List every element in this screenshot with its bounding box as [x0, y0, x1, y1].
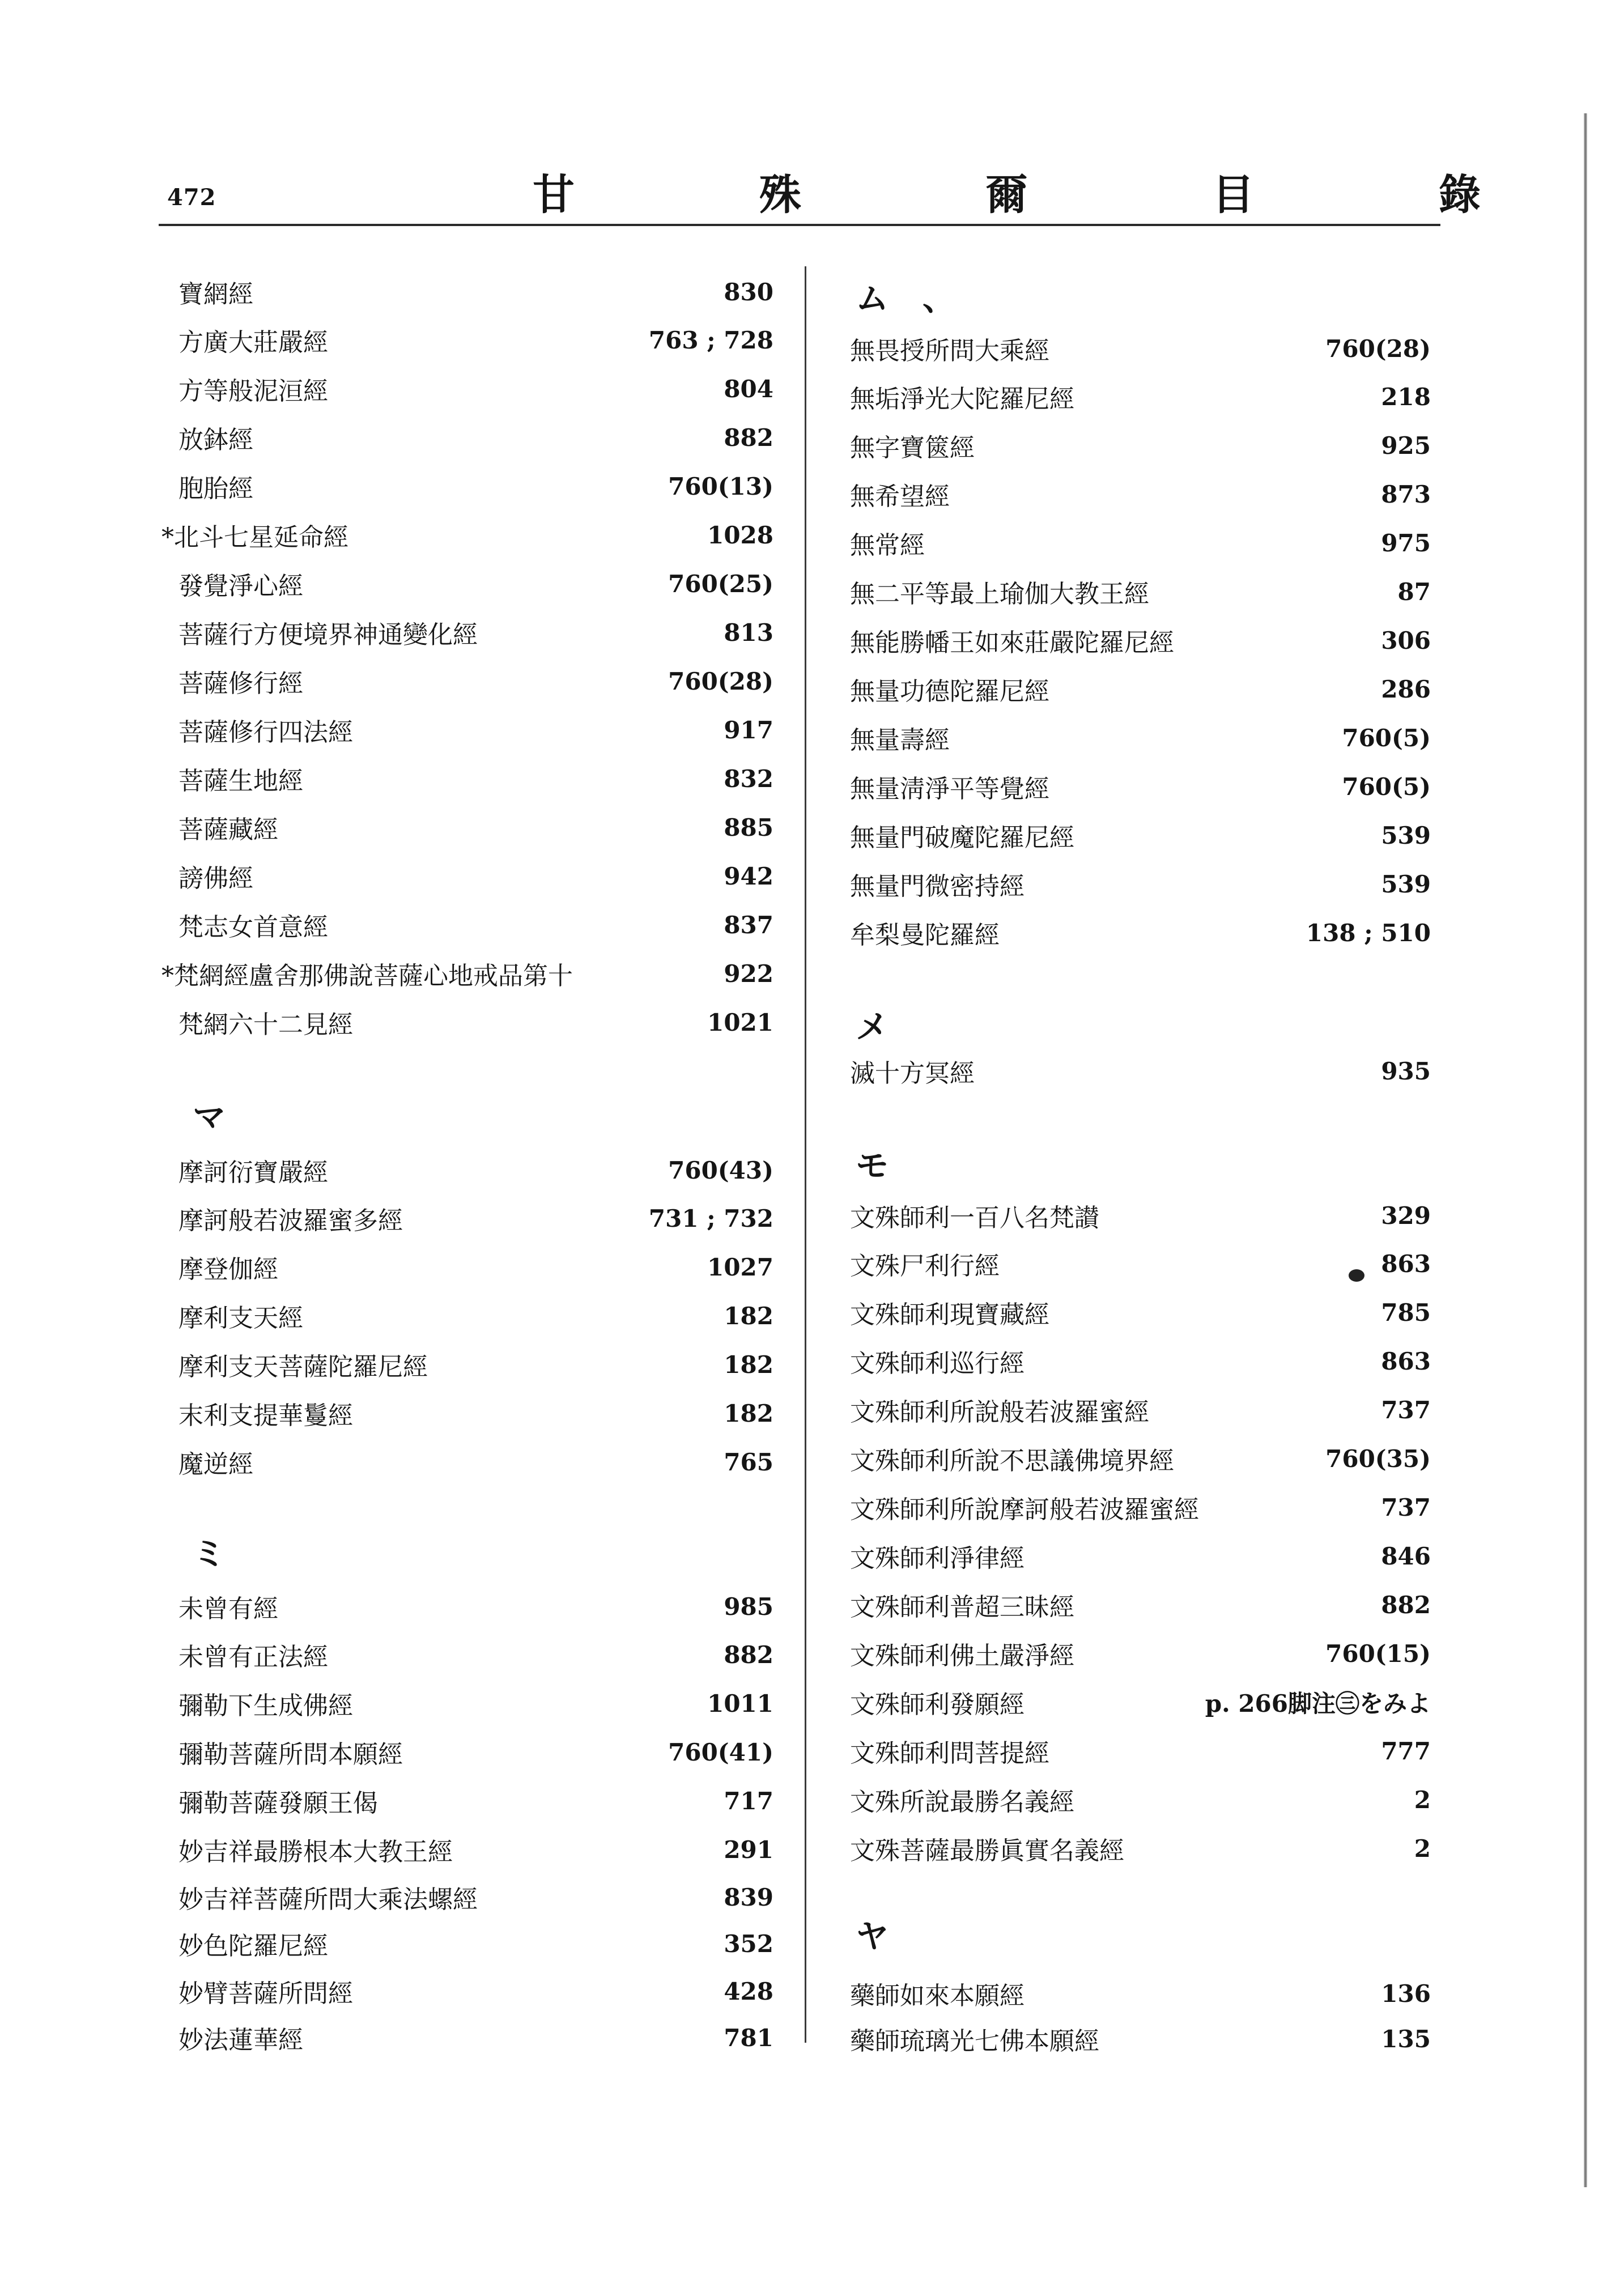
index-entry: 未曾有正法經 882 [178, 1640, 773, 1672]
index-entry: 梵志女首意經 837 [178, 911, 773, 942]
index-entry: 菩薩生地經 832 [178, 764, 773, 796]
index-entry: 彌勒菩薩發願王偈 717 [178, 1787, 773, 1818]
index-entry: 末利支提華鬘經 182 [178, 1399, 773, 1430]
index-entry: 文殊師利淨律經 846 [850, 1542, 1431, 1573]
index-entry: 文殊師利所說不思議佛境界經 760(35) [850, 1444, 1431, 1476]
index-entry: 無能勝幡王如來莊嚴陀羅尼經 306 [850, 626, 1431, 657]
index-entry: 未曾有經 985 [178, 1592, 773, 1623]
index-entry: 文殊師利所說般若波羅蜜經 737 [850, 1396, 1431, 1427]
index-entry: 滅十方冥經 935 [850, 1057, 1431, 1088]
index-entry: 發覺淨心經 760(25) [178, 569, 773, 601]
index-entry: 無二平等最上瑜伽大教王經 87 [850, 577, 1431, 609]
index-entry: 文殊師利巡行經 863 [850, 1347, 1431, 1378]
index-entry: 菩薩修行四法經 917 [178, 716, 773, 747]
index-entry: 文殊尸利行經 863 [850, 1249, 1431, 1281]
index-entry: 妙吉祥最勝根本大教王經 291 [178, 1835, 773, 1866]
section-heading-mu: ム 、 [856, 279, 956, 318]
index-entry: 無量功德陀羅尼經 286 [850, 675, 1431, 706]
index-entry: 謗佛經 942 [178, 862, 773, 893]
index-entry: 文殊師利所說摩訶般若波羅蜜經 737 [850, 1493, 1431, 1524]
index-entry: 無希望經 873 [850, 480, 1431, 511]
index-entry: 文殊菩薩最勝眞實名義經 2 [850, 1834, 1431, 1865]
section-mark: 、 [922, 279, 956, 318]
index-entry: 梵網六十二見經 1021 [178, 1008, 773, 1039]
index-entry: 摩利支天菩薩陀羅尼經 182 [178, 1350, 773, 1381]
index-entry: 文殊師利問菩提經 777 [850, 1737, 1431, 1768]
index-entry: 無畏授所問大乘經 760(28) [850, 334, 1431, 365]
index-entry: 妙吉祥菩薩所問大乘法螺經 839 [178, 1883, 773, 1914]
index-entry: 胞胎經 760(13) [178, 472, 773, 503]
section-heading-mi: ミ [193, 1534, 226, 1573]
index-entry: 魔逆經 765 [178, 1448, 773, 1479]
index-entry: 文殊師利現寶藏經 785 [850, 1298, 1431, 1329]
index-entry: 文殊師利普超三昧經 882 [850, 1591, 1431, 1622]
index-entry: 摩訶般若波羅蜜多經 731 ; 732 [178, 1204, 773, 1235]
page-number: 472 [167, 184, 216, 211]
index-entry: 妙臂菩薩所問經 428 [178, 1977, 773, 2008]
index-entry: 方廣大莊嚴經 763 ; 728 [178, 326, 773, 357]
index-entry: 彌勒菩薩所問本願經 760(41) [178, 1738, 773, 1769]
index-entry: 無量門破魔陀羅尼經 539 [850, 821, 1431, 852]
index-entry: 無量壽經 760(5) [850, 724, 1431, 755]
index-entry: 方等般泥洹經 804 [178, 375, 773, 406]
section-heading-ya: ヤ [856, 1917, 889, 1955]
index-entry: *北斗七星延命經 1028 [161, 521, 773, 552]
index-entry: 文殊師利發願經 p. 266脚注㊂をみよ [850, 1690, 1431, 1719]
index-entry: 文殊所說最勝名義經 2 [850, 1785, 1431, 1817]
index-entry: 藥師如來本願經 136 [850, 1979, 1431, 2010]
section-heading-ma: マ [193, 1098, 226, 1137]
page-edge-shadow [1584, 113, 1587, 2187]
index-entry: 牟梨曼陀羅經 138 ; 510 [850, 919, 1431, 950]
index-entry: 無字寶篋經 925 [850, 431, 1431, 462]
header-rule [159, 224, 1440, 226]
index-entry: 摩利支天經 182 [178, 1302, 773, 1333]
index-entry: 摩訶衍寶嚴經 760(43) [178, 1156, 773, 1187]
index-entry: 放鉢經 882 [178, 423, 773, 454]
section-heading-me: メ [856, 1007, 889, 1046]
index-entry: 菩薩藏經 885 [178, 813, 773, 844]
index-entry: 文殊師利一百八名梵讃 329 [850, 1201, 1431, 1232]
index-entry: 文殊師利佛土嚴淨經 760(15) [850, 1639, 1431, 1670]
index-entry: 藥師琉璃光七佛本願經 135 [850, 2025, 1431, 2056]
ink-blot [1349, 1269, 1364, 1282]
page-title: 甘 殊 爾 目 錄 [533, 171, 1566, 219]
index-entry: 無垢淨光大陀羅尼經 218 [850, 382, 1431, 414]
index-entry: 無量門微密持經 539 [850, 870, 1431, 901]
index-entry: 寶網經 830 [178, 278, 773, 309]
section-heading-mo: モ [856, 1146, 889, 1185]
index-entry: 無量淸淨平等覺經 760(5) [850, 772, 1431, 803]
index-entry: *梵網經盧舍那佛說菩薩心地戒品第十 922 [161, 959, 773, 990]
column-divider [805, 266, 806, 2043]
index-entry: 摩登伽經 1027 [178, 1253, 773, 1284]
index-entry: 無常經 975 [850, 529, 1431, 560]
index-entry: 彌勒下生成佛經 1011 [178, 1689, 773, 1720]
index-entry: 妙法蓮華經 781 [178, 2023, 773, 2055]
index-entry: 妙色陀羅尼經 352 [178, 1929, 773, 1961]
index-entry: 菩薩修行經 760(28) [178, 667, 773, 698]
index-entry: 菩薩行方便境界神通變化經 813 [178, 618, 773, 649]
